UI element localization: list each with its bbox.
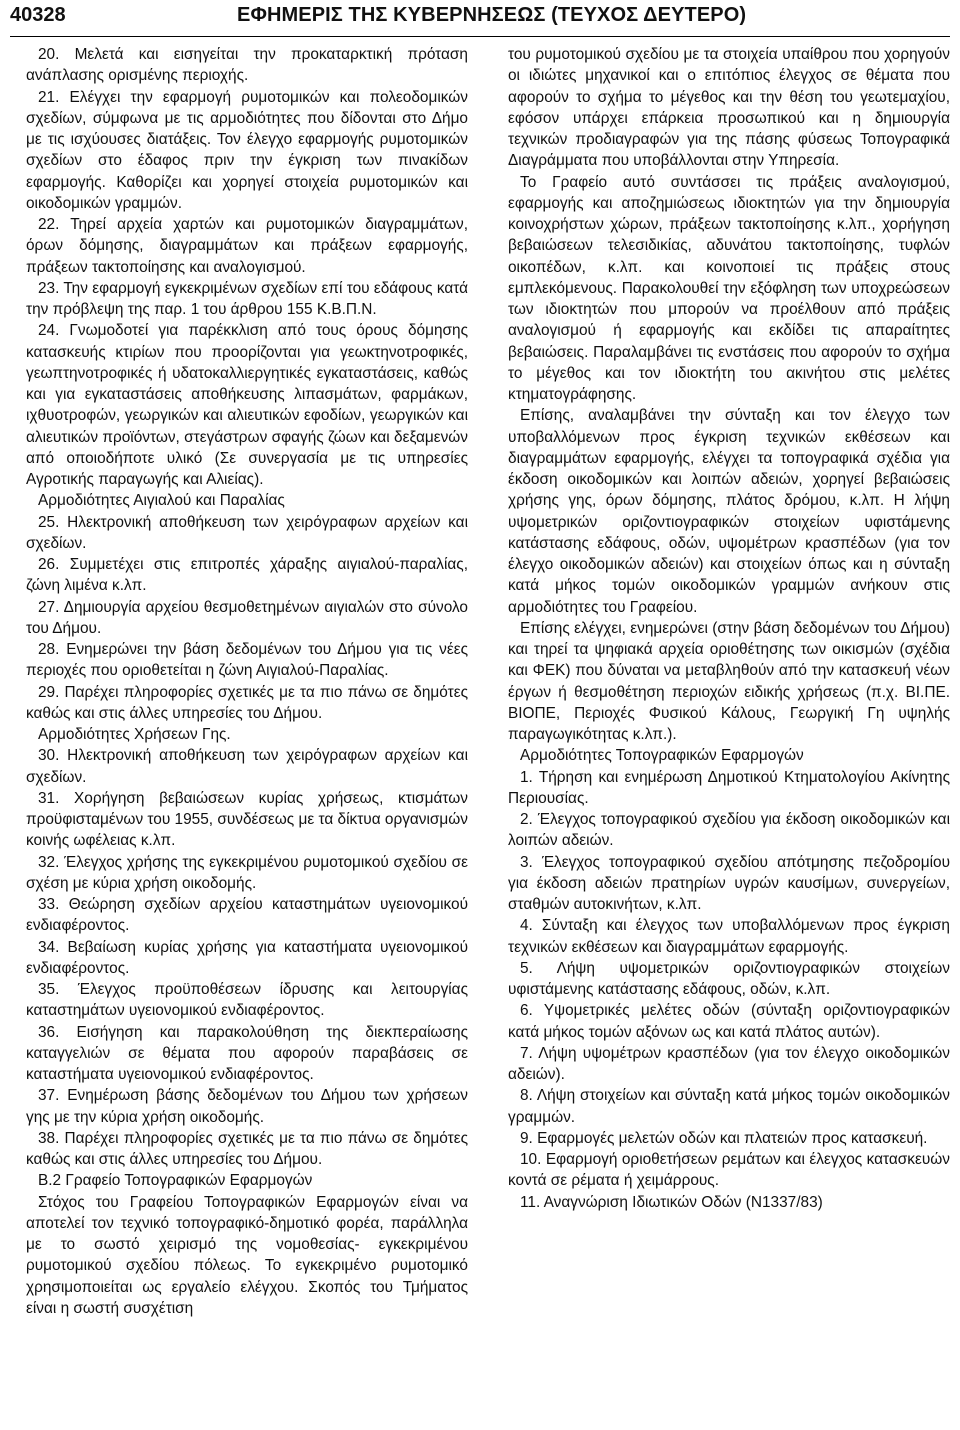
paragraph: 2. Έλεγχος τοπογραφικού σχεδίου για έκδοση οικοδομικών και λοιπών αδειών. — [508, 811, 950, 850]
paragraph: 28. Ενημερώνει την βάση δεδομένων του Δήμου για τις νέες περιοχές που οριοθετείται η ζώνη Αιγιαλού-Παραλίας. — [26, 641, 468, 680]
paragraph: 38. Παρέχει πληροφορίες σχετικές με τα πιο πάνω σε δημότες καθώς και στις άλλες υπηρεσίες του Δήμου. — [26, 1129, 468, 1168]
right-text-column — [508, 44, 950, 1213]
paragraph: 1. Τήρηση και ενημέρωση Δημοτικού Κτηματολογίου Ακίνητης Περιουσίας. — [508, 768, 950, 807]
paragraph: 3. Έλεγχος τοπογραφικού σχεδίου απότμησης πεζοδρομίου για έκδοση αδειών πρατηρίων υγρών καυσίμων, συνεργείων, σταθμών αυτοκινήτων, κ.λπ. — [508, 853, 950, 913]
gazette-title: ΕΦΗΜΕΡΙΣ ΤΗΣ ΚΥΒΕΡΝΗΣΕΩΣ (ΤΕΥΧΟΣ ΔΕΥΤΕΡΟ) — [237, 4, 747, 26]
paragraph: 37. Ενημέρωση βάσης δεδομένων του Δήμου των χρήσεων γης με την κύρια χρήση οικοδομής. — [26, 1087, 468, 1126]
header-divider — [10, 36, 950, 37]
paragraph: 21. Ελέγχει την εφαρμογή ρυμοτομικών και πολεοδομικών σχεδίων, σύμφωνα με τις αρμοδιότητες που δίδονται στο Δήμο με τις ισχύουσες διατάξεις. Τον έλεγχο εφαρμογής ρυμοτομικών σχεδίων στο έδαφος πριν την έγκριση των πινακίδων εφαρμογής. Καθορίζει και χορηγεί στοιχεία ρυμοτομικών και οικοδομικών γραμμών. — [26, 88, 468, 212]
paragraph: 30. Ηλεκτρονική αποθήκευση των χειρόγραφων αρχείων και σχεδίων. — [26, 747, 468, 786]
paragraph: 26. Συμμετέχει στις επιτροπές χάραξης αιγιαλού-παραλίας, ζώνη λιμένα κ.λπ. — [26, 556, 468, 595]
paragraph: 5. Λήψη υψομετρικών οριζοντιογραφικών στοιχείων υφιστάμενης κατάστασης εδάφους, οδών, κ.λπ. — [508, 959, 950, 998]
paragraph: 11. Αναγνώριση Ιδιωτικών Οδών (Ν1337/83) — [520, 1193, 823, 1211]
section-heading: Αρμοδιότητες Τοπογραφικών Εφαρμογών — [520, 747, 804, 765]
paragraph: 29. Παρέχει πληροφορίες σχετικές με τα πιο πάνω σε δημότες καθώς και στις άλλες υπηρεσίες του Δήμου. — [26, 683, 468, 722]
section-heading: Β.2 Γραφείο Τοπογραφικών Εφαρμογών — [38, 1172, 313, 1190]
section-heading: Αρμοδιότητες Χρήσεων Γης. — [38, 726, 231, 743]
paragraph: 8. Λήψη στοιχείων και σύνταξη κατά μήκος τομών οικοδομικών γραμμών. — [508, 1087, 950, 1126]
page-number: 40328 — [10, 4, 66, 26]
paragraph: Το Γραφείο αυτό συντάσσει τις πράξεις αναλογισμού, εφαρμογής και αποζημιώσεως ιδιοκτητών για την δημιουργία κοινοχρήστων χώρων, πράξεων τακτοποίησης κ.λπ., χορήγηση βεβαιώσεων τελεσιδικίας, αδυνάτου τακτοποίησης, τυφλών οικοπέδων, κ.λπ. και κοινοποιεί τις πράξεις στους εμπλεκόμενους. Παρακολουθεί την εξόφληση των υποχρεώσεων των ιδιοκτητών που μπορούν να προέλθουν από πράξεις αναλογισμού ή εφαρμογής και εκδίδει τις απαραίτητες βεβαιώσεις. Παραλαμβάνει τις ενστάσεις που αφορούν το σχήμα το μέγεθος και τον ιδιοκτήτη του ακινήτου στις μελέτες κτηματογράφησης. — [508, 173, 950, 403]
paragraph: 35. Έλεγχος προϋποθέσεων ίδρυσης και λειτουργίας καταστημάτων υγειονομικού ενδιαφέροντος. — [26, 981, 468, 1020]
paragraph: 27. Δημιουργία αρχείου θεσμοθετημένων αιγιαλών στο σύνολο του Δήμου. — [26, 598, 468, 637]
paragraph: 7. Λήψη υψομέτρων κρασπέδων (για τον έλεγχο οικοδομικών αδειών). — [508, 1044, 950, 1083]
paragraph: 24. Γνωμοδοτεί για παρέκκλιση από τους όρους δόμησης κατασκευής κτιρίων που προορίζονται για γεωκτηνοτροφικές, γεωπτηνοτροφικές ή υδατοκαλλιεργητικές εγκαταστάσεις, καθώς και για εγκαταστάσεις αποθήκευσης λιπασμάτων, φαρμάκων, ιχθυοτροφών, γεωργικών και αλιευτικών εφοδίων, γεωργικών και αλιευτικών προϊόντων, στεγάστρων σφαγής ζώων και δεξαμενών από οποιοδήποτε υλικό (Σε συνεργασία με τις υπηρεσίες Αγροτικής παραγωγής και Αλιείας). — [26, 322, 468, 488]
paragraph: 22. Τηρεί αρχεία χαρτών και ρυμοτομικών διαγραμμάτων, όρων δόμησης, διαγραμμάτων και πράξεων εφαρμογής, πράξεων τακτοποίησης και αναλογισμού. — [26, 216, 468, 276]
paragraph: 6. Υψομετρικές μελέτες οδών (σύνταξη οριζοντιογραφικών κατά μήκος τομών αξόνων ως και κατά πλάτος αυτών). — [508, 1002, 950, 1041]
paragraph: 9. Εφαρμογές μελετών οδών και πλατειών προς κατασκευή. — [520, 1129, 928, 1147]
paragraph: Επίσης, αναλαμβάνει την σύνταξη και τον έλεγχο των υποβαλλόμενων προς έγκριση τεχνικών εκθέσεων και διαγραμμάτων εφαρμογής, ελέγχει τα τοπογραφικά σχέδια για έκδοση οικοδομικών και λοιπών αδειών, χορηγεί βεβαιώσεις χρήσης γης, όρων δόμησης, πλάτος δρόμου, κ.λπ. Η λήψη υψομετρικών οριζοντιογραφικών στοιχείων υφιστάμενης κατάστασης εδάφους, οδών, υψομέτρων κρασπέδων (για τον έλεγχο οικοδομικών αδειών) και στοιχείων όπως και η σύνταξη κατά μήκος τομών οικοδομικών γραμμών ανήκουν στις αρμοδιότητες του Γραφείου. — [508, 407, 950, 616]
page-header — [0, 0, 960, 44]
section-heading: Αρμοδιότητες Αιγιαλού και Παραλίας — [38, 492, 285, 510]
paragraph: 31. Χορήγηση βεβαιώσεων κυρίας χρήσεως, κτισμάτων προϋφισταμένων του 1955, συνδέσεως με τα δίκτυα οργανισμών κοινής ωφέλειας κ.λπ. — [26, 789, 468, 850]
paragraph: 25. Ηλεκτρονική αποθήκευση των χειρόγραφων αρχείων και σχεδίων. — [26, 513, 468, 552]
paragraph: 4. Σύνταξη και έλεγχος των υποβαλλόμενων προς έγκριση τεχνικών εκθέσεων και διαγραμμάτων εφαρμογής. — [508, 917, 950, 956]
paragraph: του ρυμοτομικού σχεδίου με τα στοιχεία υπαίθρου που χορηγούν οι ιδιώτες μηχανικοί και ο επιτόπιος έλεγχος σε θέματα που αφορούν το σχήμα το μέγεθος και την θέση του γεωτεμαχίου, εφόσον υπάρχει επάρκεια προσωπικού και η δημιουργία τεχνικών προδιαγραφών για της πάσης φύσεως Τοπογραφικά Διαγράμματα που υποβάλλονται στην Υπηρεσία. — [508, 46, 950, 170]
paragraph: 10. Εφαρμογή οριοθετήσεων ρεμάτων και έλεγχος κατασκευών κοντά σε ρέματα ή χειμάρρους. — [508, 1151, 950, 1190]
paragraph: 33. Θεώρηση σχεδίων αρχείου καταστημάτων υγειονομικού ενδιαφέροντος. — [26, 896, 468, 935]
paragraph: 36. Εισήγηση και παρακολούθηση της διεκπεραίωσης καταγγελιών σε θέματα που αφορούν παραβάσεις σε καταστήματα υγειονομικού ενδιαφέροντος. — [26, 1023, 468, 1083]
paragraph: 34. Βεβαίωση κυρίας χρήσης για καταστήματα υγειονομικού ενδιαφέροντος. — [26, 938, 468, 977]
paragraph: Επίσης ελέγχει, ενημερώνει (στην βάση δεδομένων του Δήμου) και τηρεί τα ψηφιακά αρχεία οριοθέτησης των οικισμών (σχέδια και ΦΕΚ) που δύναται να μεταβληθούν από την κατασκευή νέων έργων ή θεσμοθέτηση περιοχών ειδικής χρήσεως (π.χ. ΒΙ.ΠΕ. ΒΙΟΠΕ, Περιοχές Φυσικού Κάλους, Γεωργική Γη υψηλής παραγωγικότητας κ.λπ.). — [508, 619, 950, 743]
paragraph: 20. Μελετά και εισηγείται την προκαταρκτική πρόταση ανάπλασης ορισμένης περιοχής. — [26, 46, 468, 85]
left-text-column — [26, 44, 468, 1319]
paragraph: 23. Την εφαρμογή εγκεκριμένων σχεδίων επί του εδάφους κατά την πρόβλεψη της παρ. 1 του άρθρου 155 Κ.Β.Π.Ν. — [26, 279, 468, 318]
paragraph: 32. Έλεγχος χρήσης της εγκεκριμένου ρυμοτομικού σχεδίου σε σχέση με κύρια χρήση οικοδομής. — [26, 853, 468, 892]
paragraph: Στόχος του Γραφείου Τοπογραφικών Εφαρμογών είναι να αποτελεί τον τεχνικό τοπογραφικό-δημοτικό φορέα, παράλληλα με το σωστό χειρισμό της νομοθεσίας- εγκεκριμένου ρυμοτομικού σχεδίου πόλεως. Το εγκεκριμένο ρυμοτομικό χρησιμοποιείται ως εργαλείο ελέγχου. Σκοπός του Τμήματος είναι η σωστή συσχέτιση — [26, 1193, 468, 1317]
